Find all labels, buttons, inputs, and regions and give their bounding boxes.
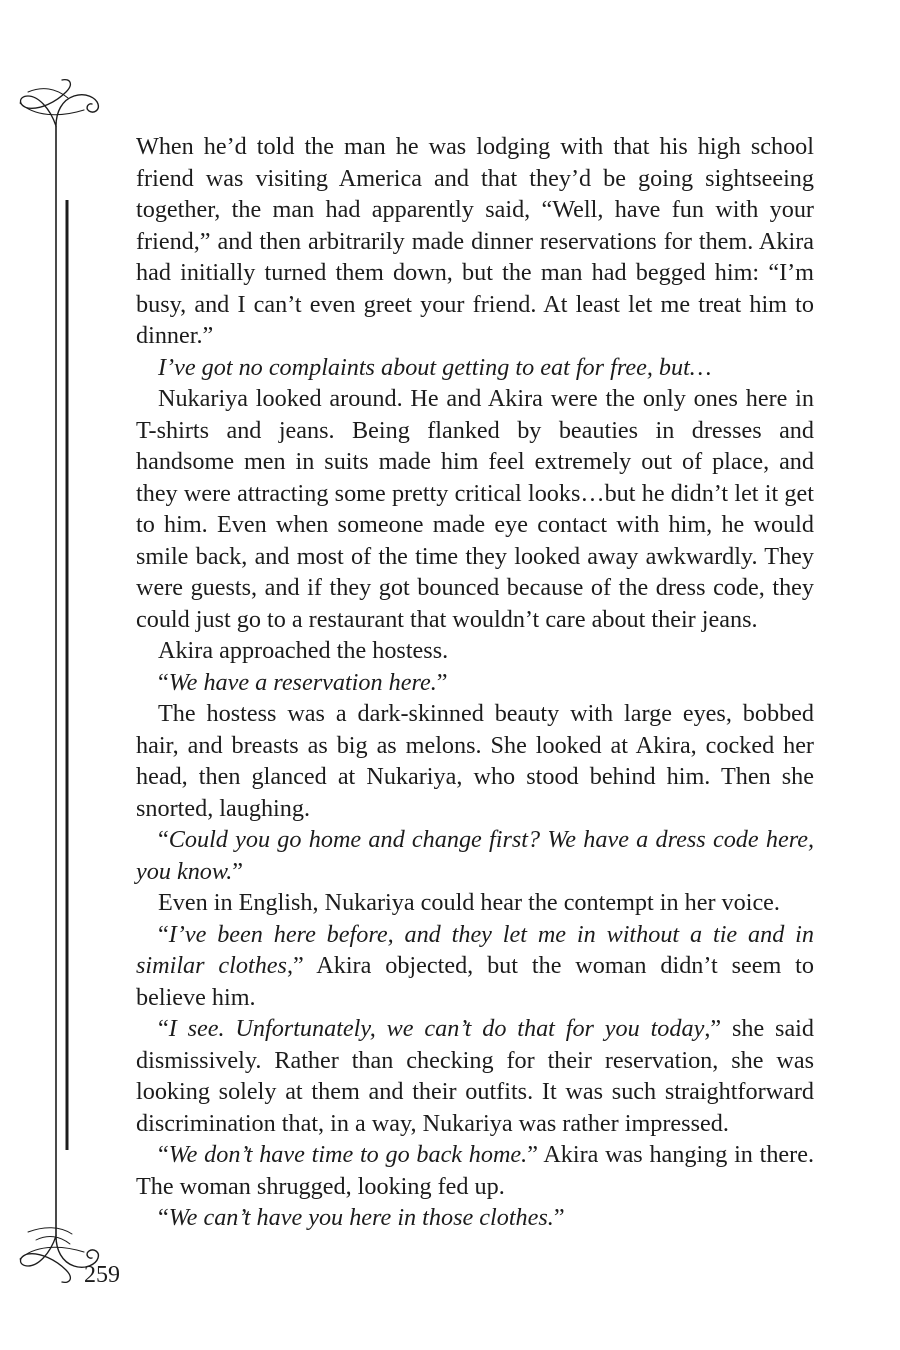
italic-text-run: Could you go home and change first? We have a dress code here, you know. xyxy=(136,826,814,885)
paragraph xyxy=(136,1139,814,1202)
paragraph xyxy=(136,667,814,699)
text-run: “ xyxy=(158,826,169,853)
text-run: “ xyxy=(158,920,169,948)
flourish-ornament xyxy=(0,0,130,1350)
text-run: “ xyxy=(158,1204,169,1231)
italic-text-run: I see. Unfortunately, we can’t do that for you today xyxy=(168,1015,705,1042)
text-run: “ xyxy=(158,1015,169,1042)
italic-text-run: I’ve got no complaints about getting to eat for free, but… xyxy=(158,353,712,381)
text-run: Nukariya looked around. He and Akira were the only ones here in T-shirts and jeans. Being flanked by beauties in dresses and handsome men in suits made him feel extremely out of place, and they were attracting some pretty critical looks…but he didn’t let it get to him. Even when someone made eye contact with him, he would smile back, and most of the time they looked away awkwardly. They were guests, and if they got bounced because of the dress code, they could just go to a restaurant that wouldn’t care about their jeans. xyxy=(136,385,814,633)
italic-text-run: We have a reservation here. xyxy=(168,668,437,696)
text-run: ” xyxy=(232,857,244,885)
paragraph xyxy=(136,887,814,919)
page-number: 259 xyxy=(84,1262,120,1288)
paragraph xyxy=(136,824,814,887)
text-run: When he’d told the man he was lodging with that his high school friend was visiting America and that they’d be going sightseeing together, the man had apparently said, “Well, have fun with your friend,” and then arbitrarily made dinner reservations for them. Akira had initially turned them down, but the man had begged him: “I’m busy, and I can’t even greet your friend. At least let me treat him to dinner.” xyxy=(136,133,814,349)
text-run: ,” she said dismissively. Rather than checking for their reservation, she was looking solely at them and their outfits. It was such straightforward discrimination that, in a way, Nukariya was rather impressed. xyxy=(136,1015,814,1137)
text-run: ” xyxy=(553,1204,565,1231)
paragraph xyxy=(136,131,814,352)
paragraph xyxy=(136,635,814,667)
paragraph xyxy=(136,698,814,824)
text-run: Even in English, Nukariya could hear the contempt in her voice. xyxy=(158,889,780,916)
paragraph xyxy=(136,1013,814,1139)
text-run: ,” Akira objected, but the woman didn’t seem to believe him. xyxy=(136,952,814,1011)
paragraph xyxy=(136,1202,814,1234)
paragraph xyxy=(136,352,814,384)
italic-text-run: I’ve been here before, and they let me in without a tie and in similar clothes xyxy=(136,920,814,979)
text-run: ” xyxy=(436,668,448,696)
text-run: “ xyxy=(158,668,169,696)
body-text xyxy=(136,131,814,1234)
italic-text-run: We don’t have time to go back home. xyxy=(168,1141,528,1168)
italic-text-run: We can’t have you here in those clothes. xyxy=(168,1204,554,1231)
text-run: Akira approached the hostess. xyxy=(158,637,449,664)
paragraph xyxy=(136,383,814,635)
text-run: “ xyxy=(158,1141,169,1168)
paragraph xyxy=(136,919,814,1014)
text-run: ” Akira was hanging in there. The woman shrugged, looking fed up. xyxy=(136,1141,814,1200)
text-run: The hostess was a dark-skinned beauty with large eyes, bobbed hair, and breasts as big as melons. She looked at Akira, cocked her head, then glanced at Nukariya, who stood behind him. Then she snorted, laughing. xyxy=(136,700,814,822)
